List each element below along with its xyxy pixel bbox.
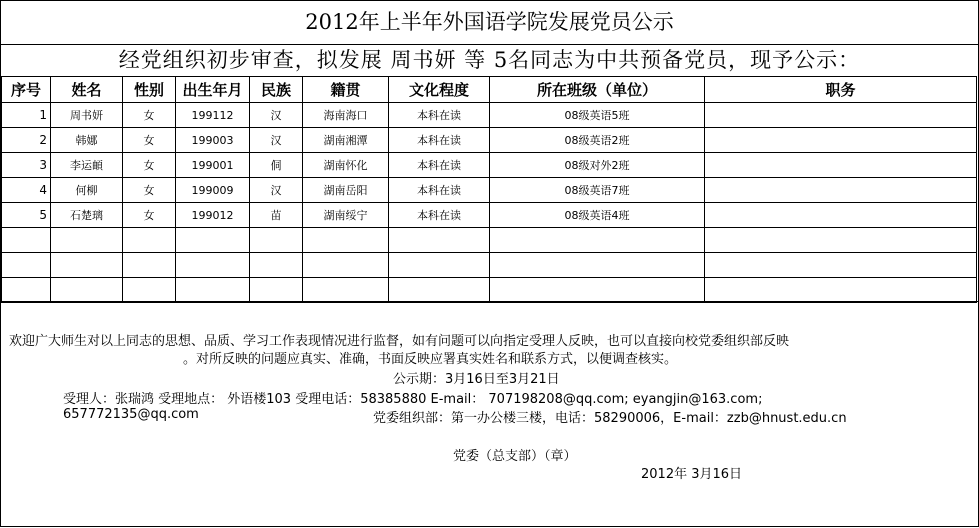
table-cell: 何柳 [51, 178, 123, 203]
table-cell: 湖南绥宁 [303, 203, 389, 228]
table-cell [705, 128, 977, 153]
notice-date: 2012年 3月16日 [641, 467, 743, 482]
table-cell: 汉 [250, 128, 303, 153]
table-cell [2, 253, 51, 278]
column-header: 文化程度 [389, 77, 490, 103]
table-cell [51, 278, 123, 303]
column-header: 姓名 [51, 77, 123, 103]
table-cell: 汉 [250, 103, 303, 128]
table-cell: 本科在读 [389, 153, 490, 178]
notice-committee: 党委（总支部）（章） [453, 449, 577, 464]
table-row [2, 103, 977, 128]
table-cell [250, 253, 303, 278]
table-cell [490, 253, 705, 278]
table-cell: 海南海口 [303, 103, 389, 128]
table-row [2, 203, 977, 228]
table-cell: 周书妍 [51, 103, 123, 128]
notice-line-2: 。对所反映的问题应真实、准确，书面反映应署真实姓名和联系方式，以便调查核实。 [183, 352, 678, 367]
table-cell: 5 [2, 203, 51, 228]
table-cell [2, 278, 51, 303]
table-cell [490, 278, 705, 303]
table-cell [705, 253, 977, 278]
table-cell [123, 253, 176, 278]
table-cell: 199012 [176, 203, 250, 228]
table-row [2, 228, 977, 253]
table-cell: 汉 [250, 178, 303, 203]
table-cell: 08级英语5班 [490, 103, 705, 128]
table-cell [705, 178, 977, 203]
table-cell: 石楚璃 [51, 203, 123, 228]
table-cell [250, 278, 303, 303]
table-cell [490, 228, 705, 253]
table-cell: 199009 [176, 178, 250, 203]
notice-section [1, 301, 978, 528]
table-cell: 女 [123, 153, 176, 178]
table-header-row [2, 77, 977, 103]
table-cell [389, 278, 490, 303]
table-row [2, 128, 977, 153]
table-cell: 本科在读 [389, 203, 490, 228]
column-header: 职务 [705, 77, 977, 103]
table-cell: 李运頔 [51, 153, 123, 178]
table-row [2, 278, 977, 303]
table-cell: 2 [2, 128, 51, 153]
table-cell: 湖南怀化 [303, 153, 389, 178]
table-cell [303, 228, 389, 253]
table-row [2, 178, 977, 203]
table-cell: 199112 [176, 103, 250, 128]
table-cell: 女 [123, 128, 176, 153]
table-cell: 韩娜 [51, 128, 123, 153]
table-cell [705, 228, 977, 253]
table-cell: 199003 [176, 128, 250, 153]
members-table [1, 76, 977, 303]
notice-period: 公示期：3月16日至3月21日 [393, 372, 560, 387]
table-cell: 女 [123, 178, 176, 203]
table-cell [250, 228, 303, 253]
table-cell [705, 203, 977, 228]
notice-line-1: 欢迎广大师生对以上同志的思想、品质、学习工作表现情况进行监督，如有问题可以向指定受理人反映，也可以直接向校党委组织部反映 [9, 334, 790, 349]
table-cell: 本科在读 [389, 128, 490, 153]
table-row [2, 153, 977, 178]
table-cell: 4 [2, 178, 51, 203]
table-cell: 199001 [176, 153, 250, 178]
table-row [2, 253, 977, 278]
table-cell: 1 [2, 103, 51, 128]
table-cell [705, 278, 977, 303]
table-cell: 湖南湘潭 [303, 128, 389, 153]
page-subtitle: 经党组织初步审查，拟发展 周书妍 等 5名同志为中共预备党员，现予公示： [118, 48, 861, 72]
notice-email: 657772135@qq.com [63, 407, 199, 422]
table-cell: 08级英语2班 [490, 128, 705, 153]
table-cell: 08级英语7班 [490, 178, 705, 203]
table-cell [389, 253, 490, 278]
table-cell: 本科在读 [389, 103, 490, 128]
table-cell: 苗 [250, 203, 303, 228]
table-cell: 湖南岳阳 [303, 178, 389, 203]
table-cell [51, 253, 123, 278]
table-cell [389, 228, 490, 253]
column-header: 所在班级（单位） [490, 77, 705, 103]
notice-contact: 受理人：张瑞鸿 受理地点： 外语楼103 受理电话：58385880 E-mail： 707198208@qq.com; eyangjin@163.com; [63, 392, 763, 407]
column-header: 出生年月 [176, 77, 250, 103]
table-cell [2, 228, 51, 253]
table-cell: 女 [123, 103, 176, 128]
table-cell [123, 278, 176, 303]
page-title: 2012年上半年外国语学院发展党员公示 [1, 1, 978, 45]
table-cell: 08级英语4班 [490, 203, 705, 228]
table-cell [176, 278, 250, 303]
notice-org: 党委组织部：第一办公楼三楼，电话：58290006，E-mail：zzb@hnust.edu.cn [373, 411, 847, 426]
column-header: 籍贯 [303, 77, 389, 103]
table-cell: 女 [123, 203, 176, 228]
table-cell [176, 228, 250, 253]
table-cell [705, 103, 977, 128]
table-cell [705, 153, 977, 178]
table-cell: 侗 [250, 153, 303, 178]
table-cell: 本科在读 [389, 178, 490, 203]
table-cell [123, 228, 176, 253]
column-header: 民族 [250, 77, 303, 103]
table-cell [51, 228, 123, 253]
table-cell [303, 253, 389, 278]
column-header: 序号 [2, 77, 51, 103]
table-cell: 08级对外2班 [490, 153, 705, 178]
table-cell: 3 [2, 153, 51, 178]
column-header: 性别 [123, 77, 176, 103]
table-cell [303, 278, 389, 303]
table-cell [176, 253, 250, 278]
